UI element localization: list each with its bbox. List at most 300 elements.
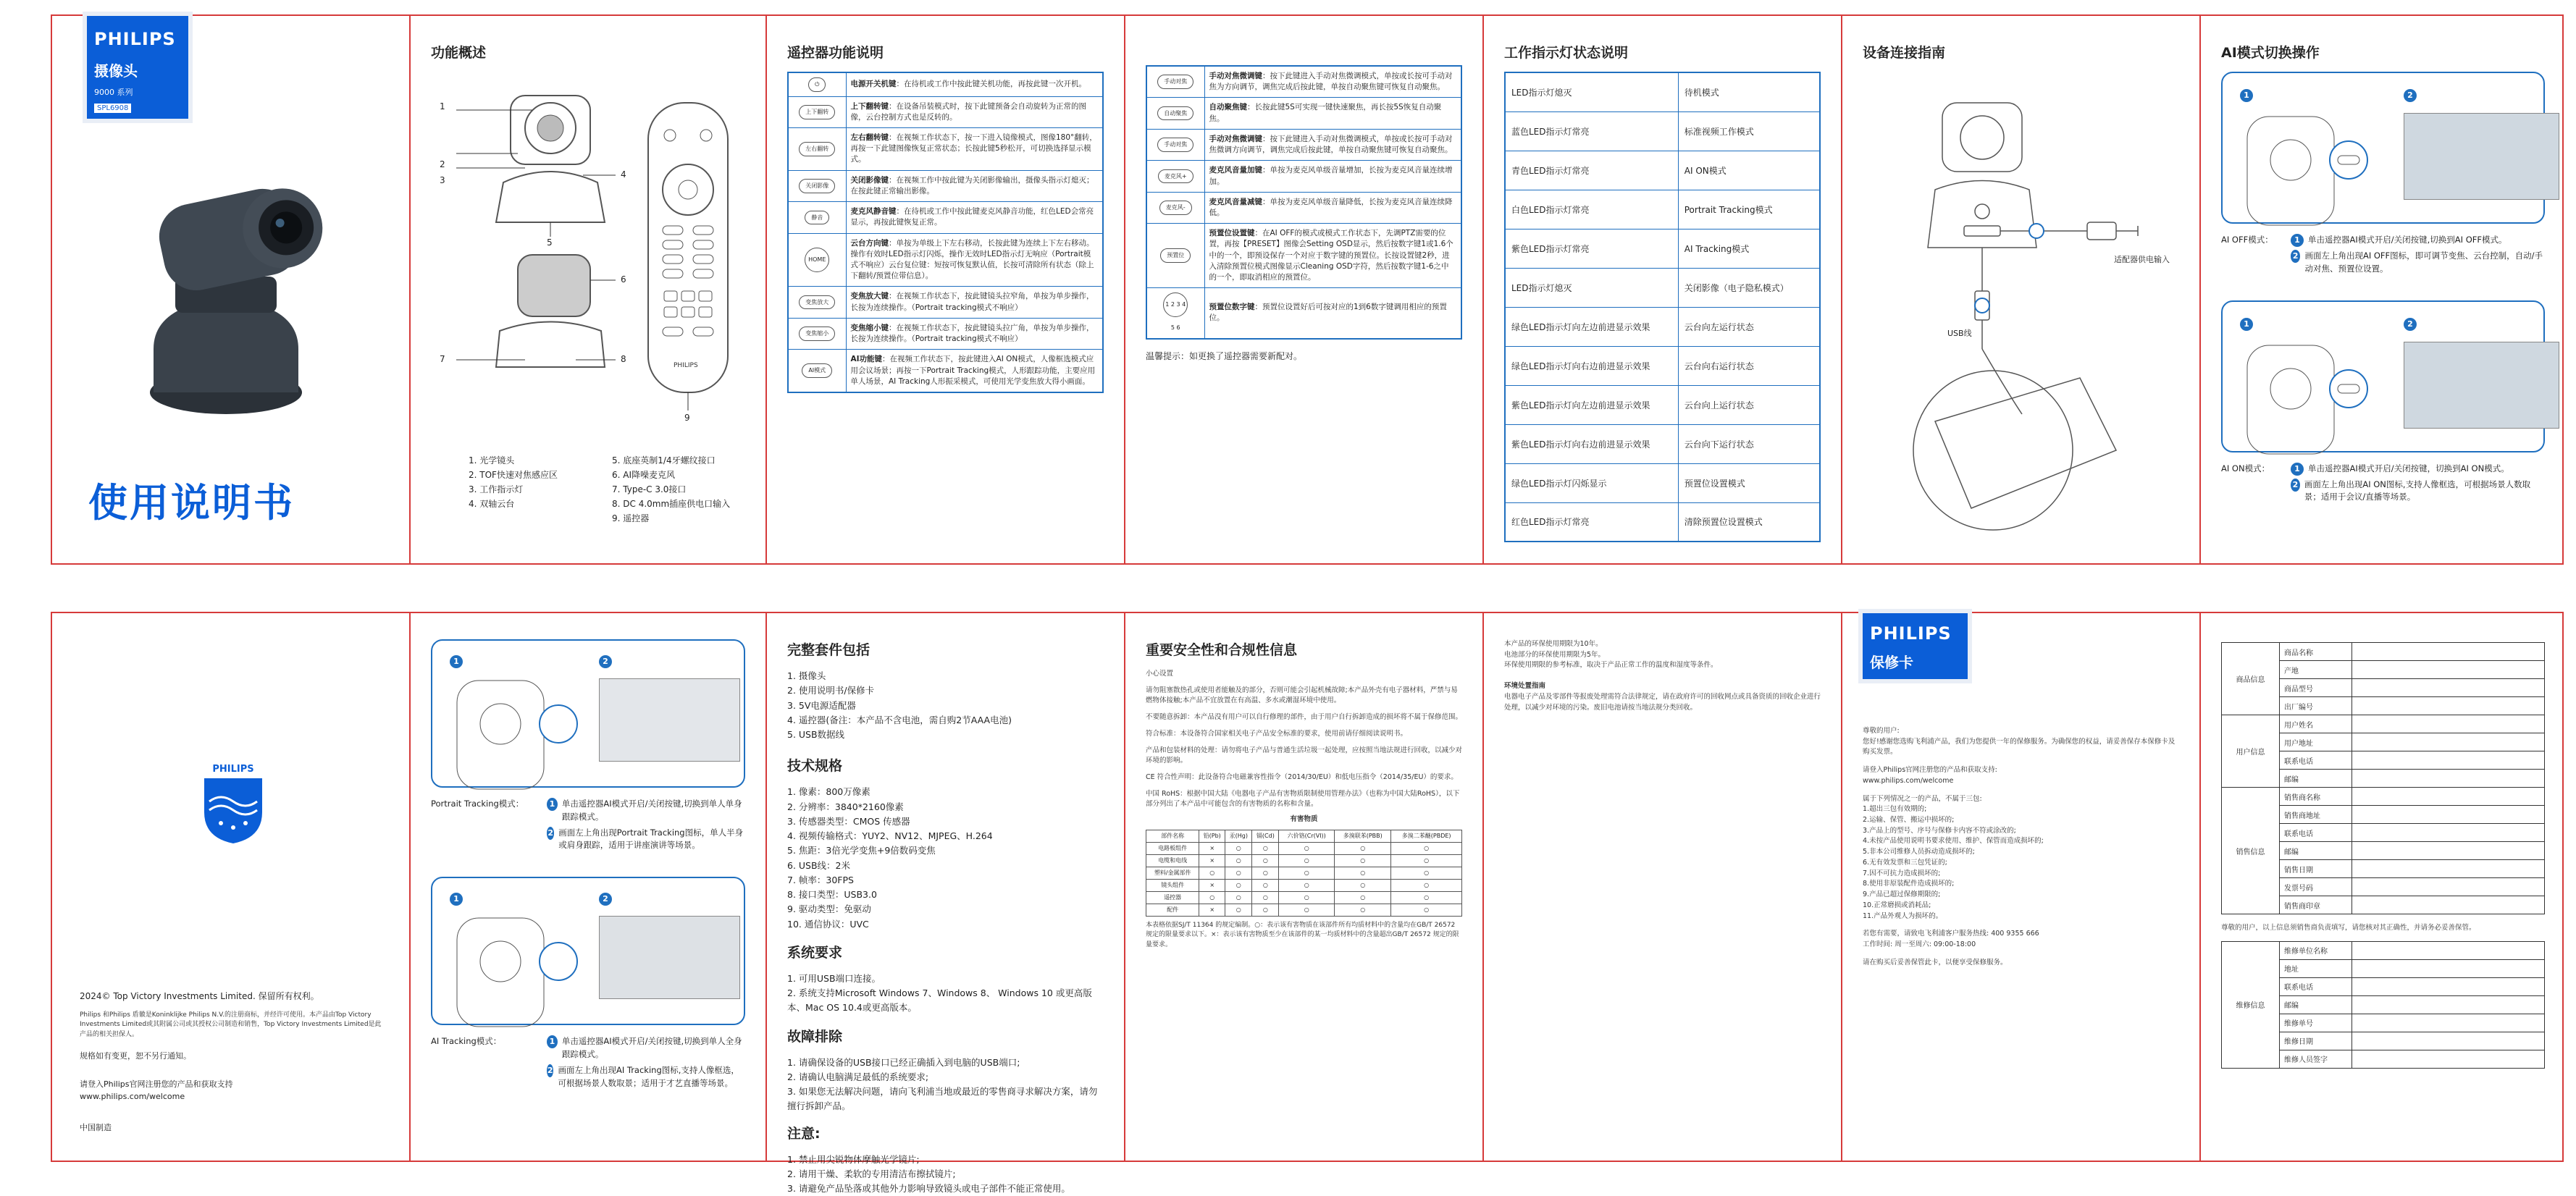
card-row <box>2222 941 2545 959</box>
remote-description-cell <box>1204 161 1461 192</box>
remote-button-cell <box>1146 98 1204 129</box>
env-line: 本产品的环保使用期限为10年。 <box>1504 639 1821 650</box>
remote-button-cell <box>1146 66 1204 98</box>
card-field-label: 销售日期 <box>2280 860 2352 878</box>
remote-description-cell <box>846 233 1103 287</box>
remote-button-cell <box>788 128 846 171</box>
card-field-value[interactable] <box>2352 770 2545 788</box>
hazard-cell: × <box>1199 842 1225 854</box>
card-field-value[interactable] <box>2352 896 2545 914</box>
portrait-step-2: 画面左上角出现Portrait Tracking图标，单人半身或肩身跟踪，适用于讲座演讲等场景。 <box>558 827 745 853</box>
remote-function-name: 电源开关机键 <box>851 80 897 88</box>
hazard-cell: ○ <box>1391 842 1462 854</box>
remote-function-name: 麦克风音量加键 <box>1209 166 1263 174</box>
remote-row <box>788 318 1103 349</box>
remote-description-cell <box>846 318 1103 349</box>
spec-item: 1. 像素：800万像素 <box>787 785 1104 799</box>
hazard-cell: ○ <box>1391 867 1462 879</box>
led-row <box>1505 385 1820 424</box>
bottom-sheet <box>51 612 2564 1162</box>
ai-on-label: AI ON模式： <box>2221 463 2291 508</box>
spec-item: 2. 分辨率：3840*2160像素 <box>787 800 1104 814</box>
remote-function-name: 自动聚焦键 <box>1209 103 1248 111</box>
card-row <box>2222 788 2545 806</box>
warranty-exclusion: 2.运输、保管、搬运中损坏的; <box>1863 815 2179 826</box>
hazard-cell: 电路板组件 <box>1146 842 1199 854</box>
fault-items <box>787 1056 1104 1114</box>
website-label: 请登入Philips官网注册您的产品和获取支持 <box>80 1078 384 1090</box>
led-meaning: 云台向上运行状态 <box>1678 385 1820 424</box>
remote-pairing-note: 温馨提示：如更换了遥控器需要新配对。 <box>1146 350 1462 363</box>
led-state: 紫色LED指示灯向左边前进显示效果 <box>1505 385 1678 424</box>
warranty-greeting: 尊敬的用户: <box>1863 726 2179 737</box>
feature-item: 1. 光学镜头 <box>469 454 600 466</box>
spec-change-notice: 规格如有变更，恕不另行通知。 <box>80 1050 384 1062</box>
shield-brand: PHILIPS <box>198 764 268 775</box>
card-field-value[interactable] <box>2352 941 2545 959</box>
card-field-value[interactable] <box>2352 697 2545 715</box>
card-field-label: 商品名称 <box>2280 643 2352 661</box>
feature-list <box>469 454 744 524</box>
led-status-panel <box>1484 16 1842 563</box>
spec-heading: 技术规格 <box>787 755 1104 775</box>
portrait-step-1: 单击遥控器AI模式开启/关闭按键,切换到单人单身跟踪模式。 <box>562 798 745 824</box>
callout-2: 2 <box>440 159 445 169</box>
spec-item: 8. 接口类型：USB3.0 <box>787 888 1104 902</box>
brand-logo: PHILIPS <box>94 29 181 49</box>
warranty-url[interactable]: www.philips.com/welcome <box>1863 776 2179 787</box>
warranty-body <box>1863 726 2179 968</box>
remote-function-desc: ：在设备吊装模式时，按下此键预备会自动旋转为正常的图像，云台控制方式也是反转的。 <box>851 102 1087 122</box>
hazard-cell: ○ <box>1335 904 1391 916</box>
env-line: 环保使用期限的参考标准，取决于产品正常工作的温度和湿度等条件。 <box>1504 660 1821 671</box>
card-field-value[interactable] <box>2352 715 2545 733</box>
remote-function-name: 上下翻转键 <box>851 102 889 111</box>
remote-function-name: 手动对焦微调键 <box>1209 72 1263 80</box>
hazard-cell: ○ <box>1279 842 1335 854</box>
hazard-cell: ○ <box>1279 904 1335 916</box>
card-field-value[interactable] <box>2352 860 2545 878</box>
remote-row <box>788 170 1103 201</box>
safety-paragraph: 符合标准：本设备符合国家相关电子产品安全标准的要求，使用前请仔细阅读说明书。 <box>1146 729 1462 740</box>
card-field-label: 维修人员签字 <box>2280 1050 2352 1068</box>
spec-item: 5. 焦距：3倍光学变焦+9倍数码变焦 <box>787 843 1104 858</box>
remote-description-cell <box>846 128 1103 171</box>
fault-item: 2. 请确认电脑满足最低的系统要求; <box>787 1070 1104 1085</box>
warranty-panel <box>1842 613 2201 1161</box>
remote-button-cell <box>1146 192 1204 223</box>
overview-panel <box>411 16 767 563</box>
hazard-cell: ○ <box>1279 867 1335 879</box>
warranty-exclusions <box>1863 804 2179 922</box>
card-group-label: 商品信息 <box>2222 643 2280 715</box>
remote-button-cell <box>1146 129 1204 160</box>
package-item: 2. 使用说明书/保修卡 <box>787 683 1104 698</box>
warranty-card-panel <box>2201 613 2565 1161</box>
led-row <box>1505 307 1820 346</box>
warranty-exclusion: 4.未按产品使用说明书要求使用、维护、保管而造成损坏的; <box>1863 836 2179 847</box>
website-url[interactable]: www.philips.com/welcome <box>80 1090 384 1103</box>
led-state: 紫色LED指示灯向右边前进显示效果 <box>1505 424 1678 463</box>
led-row <box>1505 268 1820 307</box>
led-row <box>1505 151 1820 190</box>
card-field-value[interactable] <box>2352 1014 2545 1032</box>
led-row <box>1505 229 1820 268</box>
remote-description-cell <box>1204 66 1461 98</box>
hazard-header: 六价铬(Cr(VI)) <box>1279 830 1335 842</box>
remote-function-name: 左右翻转键 <box>851 133 889 142</box>
remote-description-cell <box>1204 129 1461 160</box>
remote-function-name: 变焦缩小键 <box>851 324 889 332</box>
hazard-cell: 配件 <box>1146 904 1199 916</box>
remote-row <box>1146 288 1461 339</box>
remote-description-cell <box>1204 192 1461 223</box>
remote-button-icon: 自动聚焦 <box>1157 106 1193 121</box>
card-field-value[interactable] <box>2352 1050 2545 1068</box>
led-row <box>1505 190 1820 229</box>
hazard-cell: ○ <box>1279 891 1335 904</box>
spec-item: 4. 视频传输格式：YUY2、NV12、MJPEG、H.264 <box>787 829 1104 843</box>
ai-on-card <box>2221 300 2545 452</box>
spec-item: 9. 驱动类型：免驱动 <box>787 902 1104 917</box>
remote-row <box>788 350 1103 392</box>
connection-diagram <box>1863 74 2181 537</box>
usb-label: USB线 <box>1947 327 1972 339</box>
remote-button-icon: ⏻ <box>808 77 826 92</box>
warranty-footer: 请在购买后妥善保管此卡，以便享受保修服务。 <box>1863 958 2179 969</box>
warranty-register: 请登入Philips官网注册您的产品和获取支持: <box>1863 765 2179 776</box>
feature-item: 2. TOF快速对焦感应区 <box>469 468 600 481</box>
warranty-exclusion: 11.产品外观人为损坏的。 <box>1863 911 2179 922</box>
hazard-cell: 镜头组件 <box>1146 879 1199 891</box>
remote-description-cell <box>846 287 1103 318</box>
camera-illustration <box>146 182 313 421</box>
warranty-exclusion: 5.非本公司维修人员拆动造成损坏的; <box>1863 847 2179 858</box>
ai-off-step-2: 画面左上角出现AI OFF图标，即可调节变焦、云台控制，自动/手动对焦、预置位设置。 <box>2304 250 2545 276</box>
portrait-tracking-card <box>431 639 745 788</box>
card-field-value[interactable] <box>2352 806 2545 824</box>
package-item: 1. 摄像头 <box>787 669 1104 683</box>
remote-function-desc: ：在视频工作状态下，按此键镜头拉窄角，单按为单步操作，长按为连续操作。（Portrait tracking模式不响应） <box>851 292 1094 311</box>
product-series: 9000 系列 <box>94 86 181 98</box>
remote-button-cell <box>788 318 846 349</box>
hazard-cell: ○ <box>1252 854 1279 867</box>
card-field-label: 销售商印章 <box>2280 896 2352 914</box>
remote-row <box>1146 192 1461 223</box>
remote-description-cell <box>1204 288 1461 339</box>
remote-row <box>788 233 1103 287</box>
remote-button-icon: 麦克风- <box>1159 201 1192 215</box>
hazard-cell: 塑料/金属部件 <box>1146 867 1199 879</box>
warranty-exclusion: 8.使用非原装配件造成损坏的; <box>1863 879 2179 890</box>
card-row <box>2222 715 2545 733</box>
hazard-cell: × <box>1199 879 1225 891</box>
callout-9: 9 <box>684 413 690 423</box>
ai-tracking-card <box>431 877 745 1025</box>
step-1-badge: 1 <box>2240 318 2253 331</box>
remote-row <box>788 128 1103 171</box>
callout-8: 8 <box>621 354 626 364</box>
hazard-cell: 遥控器 <box>1146 891 1199 904</box>
presenter-screen <box>599 678 740 762</box>
hazard-cell: × <box>1199 854 1225 867</box>
hazard-cell: × <box>1199 904 1225 916</box>
led-meaning: AI Tracking模式 <box>1678 229 1820 268</box>
remote-description-cell <box>846 202 1103 233</box>
spec-items <box>787 785 1104 932</box>
remote-function-table-2 <box>1146 65 1462 340</box>
safety-heading: 重要安全性和合规性信息 <box>1146 639 1462 659</box>
hazard-row <box>1146 891 1462 904</box>
feature-item: 6. AI降噪麦克风 <box>612 468 744 481</box>
callout-3: 3 <box>440 175 445 185</box>
remote-button-cell <box>1146 288 1204 339</box>
led-state: 绿色LED指示灯向左边前进显示效果 <box>1505 307 1678 346</box>
card-field-value[interactable] <box>2352 824 2545 842</box>
led-meaning: 关闭影像（电子隐私模式） <box>1678 268 1820 307</box>
sys-item: 2. 系统支持Microsoft Windows 7、Windows 8、 Windows 10 或更高版本、Mac OS 10.4或更高版本。 <box>787 986 1104 1016</box>
card-field-value[interactable] <box>2352 679 2545 697</box>
hazard-cell: ○ <box>1335 879 1391 891</box>
warranty-card-info-table <box>2221 642 2545 914</box>
hazard-row <box>1146 854 1462 867</box>
remote-function-desc: ：长按此键5S可实现一键快速聚焦，再长按5S恢复自动聚焦。 <box>1209 103 1442 122</box>
remote-function-desc: ：在AI OFF的模式或模式工作状态下，先调PTZ需要的位置，再按【PRESET】图像会Setting OSD显示，然后按数字键1或1.6个中的一个，即预设保存一个对应于数字键的预置位。长按设置键2秒，进入清除预置位模式图像显示Cleaning OSD字符，然后按数字键1-6之中的一个，即取消相应的预置位。 <box>1209 229 1453 282</box>
ai-on-step-2: 画面左上角出现AI ON图标,支持人像框选，可根据场景人数取景；适用于会议/直播等场景。 <box>2304 479 2545 505</box>
led-state: 青色LED指示灯常亮 <box>1505 151 1678 190</box>
warranty-exclusion: 3.产品上的型号、序号与保修卡内容不符或涂改的; <box>1863 826 2179 837</box>
hazard-cell: ○ <box>1252 891 1279 904</box>
connection-heading: 设备连接指南 <box>1863 42 2179 62</box>
led-state: LED指示灯熄灭 <box>1505 268 1678 307</box>
product-diagram <box>431 81 750 443</box>
card-field-value[interactable] <box>2352 995 2545 1014</box>
note-items <box>787 1153 1104 1196</box>
safety-paragraph: 不要随意拆卸：本产品没有用户可以自行修理的部件，由于用户自行拆卸造成的损坏将不属于保修范围。 <box>1146 712 1462 723</box>
remote-button-icon: 手动对焦 <box>1157 138 1193 152</box>
env-paragraph: 电器电子产品及零部件等报废处理需符合法律规定，请在政府许可的回收网点或具备资质的回收企业进行处理，以减少对环境的污染。废旧电池请按当地法规分类回收。 <box>1504 692 1821 713</box>
package-heading: 完整套件包括 <box>787 639 1104 659</box>
cover-panel <box>52 16 411 563</box>
remote-function-desc: ：按下此键进入手动对焦微调模式，单按或长按可手动对焦微调方向调节，调焦完成后按此键，单按自动聚焦键可恢复自动聚焦。 <box>1209 135 1453 154</box>
remote-function-desc: ：在待机或工作中按此键麦克风静音功能，红色LED会常亮显示，再按此键恢复正常。 <box>851 207 1094 227</box>
card-group-label: 销售信息 <box>2222 788 2280 914</box>
feature-item: 9. 遥控器 <box>612 512 744 524</box>
led-row <box>1505 463 1820 502</box>
remote-function-desc: ：在视频工作状态下，按一下进入镜像模式，图像180°翻转，再按一下此键图像恢复正常状态；长按此键5秒松开，可切换选择显示模式。 <box>851 133 1097 164</box>
sys-heading: 系统要求 <box>787 942 1104 961</box>
manual-title: 使用说明书 <box>88 472 295 528</box>
remote-row <box>788 202 1103 233</box>
card-field-value[interactable] <box>2352 1032 2545 1050</box>
safety-paragraph: 请勿阻塞散热孔或使用者能触及的部分，否则可能会引起机械故障;本产品外壳有电子器材料，严禁与易燃物体接触;本产品不宜放置在有高温、多水或潮湿环境中使用。 <box>1146 686 1462 707</box>
led-meaning: Portrait Tracking模式 <box>1678 190 1820 229</box>
back-cover-panel <box>52 613 411 1161</box>
card-group-label: 用户信息 <box>2222 715 2280 788</box>
remote-function-name: 预置位数字键 <box>1209 303 1255 311</box>
card-field-value[interactable] <box>2352 788 2545 806</box>
remote-function-table <box>787 72 1104 393</box>
callout-6: 6 <box>621 274 626 285</box>
hazard-header: 铅(Pb) <box>1199 830 1225 842</box>
card-field-value[interactable] <box>2352 643 2545 661</box>
feature-item <box>469 512 600 524</box>
remote-closeup-icon <box>2240 338 2385 439</box>
ai-mode-heading: AI模式切换操作 <box>2221 42 2545 62</box>
card-field-value[interactable] <box>2352 842 2545 860</box>
meeting-room-screen <box>2404 113 2559 200</box>
card-field-label: 用户地址 <box>2280 733 2352 751</box>
note-item: 3. 请避免产品坠落或其他外力影响导致镜头或电子部件不能正常使用。 <box>787 1182 1104 1196</box>
note-item: 1. 禁止用尖锐物体摩触光学镜片; <box>787 1153 1104 1167</box>
package-item: 5. USB数据线 <box>787 728 1104 742</box>
remote-function-desc: ：单按为单级上下左右移动，长按此键为连续上下左右移动。操作有效时LED指示灯闪烁，操作无效时LED指示灯无响应（Portrait模式不响应）云台复位键：短按可恢复默认值，长按可清除所有状态（除上下翻转/预置位带信息）。 <box>851 239 1094 281</box>
ai-off-step-1: 单击遥控器AI模式开启/关闭按键,切换到AI OFF模式。 <box>2308 234 2506 247</box>
connection-panel <box>1842 16 2201 563</box>
remote-description-cell <box>846 72 1103 96</box>
hazard-row <box>1146 867 1462 879</box>
remote-button-icon: 关闭影像 <box>799 179 835 193</box>
warranty-logo-box <box>1863 613 1968 679</box>
card-field-label: 邮编 <box>2280 842 2352 860</box>
hazard-cell: ○ <box>1391 854 1462 867</box>
hazard-cell: ○ <box>1225 879 1252 891</box>
hazard-cell: ○ <box>1225 842 1252 854</box>
hazard-cell: ○ <box>1225 854 1252 867</box>
warranty-card-repair-table <box>2221 941 2545 1069</box>
remote-function-desc: ：在视频工作状态下，按此键进入AI ON模式，人像框选模式应用会议场景；再按一下Portrait Tracking模式，人形跟踪功能，主要应用单人场景，AI Tracking人形振采模式，可使用光学变焦放大得小画面。 <box>851 355 1096 385</box>
step-1-badge: 1 <box>2240 89 2253 102</box>
led-meaning: 预置位设置模式 <box>1678 463 1820 502</box>
feature-item: 8. DC 4.0mm插座供电口输入 <box>612 497 744 510</box>
remote-button-icon: 手动对焦 <box>1157 75 1193 89</box>
safety-paragraph: CE 符合性声明：此设备符合电磁兼容性指令（2014/30/EU）和低电压指令（2014/35/EU）的要求。 <box>1146 772 1462 783</box>
remote-function-name: 手动对焦微调键 <box>1209 135 1263 143</box>
hazard-cell: ○ <box>1199 891 1225 904</box>
hazard-header: 多溴二苯醚(PBDE) <box>1391 830 1462 842</box>
hazard-cell: ○ <box>1391 891 1462 904</box>
feature-item: 5. 底座英制1/4牙螺纹接口 <box>612 454 744 466</box>
ai-tracking-description: AI Tracking模式： 1 单击遥控器AI模式开启/关闭按键,切换到单人全身跟踪模式。 2 画面左上角出现AI Tracking图标,支持人像框选，可根据场景人数取景；适用于才艺直播等场景。 <box>431 1035 745 1092</box>
remote-description-cell <box>1204 98 1461 129</box>
spec-item: 3. 传感器类型：CMOS 传感器 <box>787 814 1104 829</box>
ai-off-card <box>2221 72 2545 224</box>
meeting-room-screen <box>2404 342 2559 429</box>
card-field-label: 联系电话 <box>2280 751 2352 770</box>
remote-function-desc: ：单按为麦克风单级音量降低，长按为麦克风音量连续降低。 <box>1209 198 1453 217</box>
card-field-value[interactable] <box>2352 733 2545 751</box>
remote-button-cell <box>788 170 846 201</box>
card-field-value[interactable] <box>2352 959 2545 977</box>
led-row <box>1505 424 1820 463</box>
made-in: 中国制造 <box>80 1121 384 1134</box>
product-model: SPL6908 <box>94 104 131 113</box>
ai-tracking-label: AI Tracking模式： <box>431 1035 547 1092</box>
hazard-footnote: 本表格依据SJ/T 11364 的规定编制。○：表示该有害物质在该部件所有均质材料中的含量均在GB/T 26572 规定的限量要求以下。×：表示该有害物质至少在该部件的某一均质材料中的含量超出GB/T 26572 规定的限量要求。 <box>1146 921 1462 951</box>
card-field-value[interactable] <box>2352 977 2545 995</box>
safety-paragraph: 产品和包装材料的处理：请勿将电子产品与普通生活垃圾一起处理，应按照当地法规进行回收，以减少对环境的影响。 <box>1146 746 1462 767</box>
hazard-header: 多溴联苯(PBB) <box>1335 830 1391 842</box>
remote-functions-panel-1 <box>767 16 1125 563</box>
card-field-label: 邮编 <box>2280 995 2352 1014</box>
hazard-cell: ○ <box>1279 854 1335 867</box>
warranty-hours: 工作时间: 周一至周六: 09:00-18:00 <box>1863 940 2179 951</box>
remote-function-name: 预置位设置键 <box>1209 229 1255 237</box>
hazard-cell: ○ <box>1335 842 1391 854</box>
legal-text: Philips 和Philips 盾徽是Koninklijke Philips N.V.的注册商标，并经许可使用。本产品由Top Victory Investments Limited或其附属公司或其授权公司制造和销售，Top Victory Investments Limited是此产品的相关担保人。 <box>80 1011 384 1040</box>
remote-button-icon: AI模式 <box>802 363 832 378</box>
ai-off-label: AI OFF模式： <box>2221 234 2291 279</box>
led-row <box>1505 346 1820 385</box>
led-state: 紫色LED指示灯常亮 <box>1505 229 1678 268</box>
led-state: 绿色LED指示灯向右边前进显示效果 <box>1505 346 1678 385</box>
remote-row <box>1146 224 1461 288</box>
hazard-cell: ○ <box>1335 867 1391 879</box>
remote-functions-panel-2 <box>1125 16 1484 563</box>
remote-row <box>788 72 1103 96</box>
remote-button-icon: 变焦放大 <box>799 295 835 310</box>
hazard-row <box>1146 879 1462 891</box>
remote-closeup-icon <box>2240 109 2385 211</box>
remote-function-name: AI功能键 <box>851 355 883 363</box>
warranty-exclusion: 7.因不可抗力造成损坏的; <box>1863 869 2179 880</box>
ai-on-step-1: 单击遥控器AI模式开启/关闭按键，切换到AI ON模式。 <box>2308 463 2509 476</box>
env-line: 电池部分的环保使用期限为5年。 <box>1504 650 1821 661</box>
warranty-exclusion: 9.产品已超过保修期限的; <box>1863 890 2179 901</box>
card-field-label: 发票号码 <box>2280 878 2352 896</box>
spec-item: 6. USB线：2米 <box>787 859 1104 873</box>
led-state: 白色LED指示灯常亮 <box>1505 190 1678 229</box>
callout-4: 4 <box>621 169 626 180</box>
ai-tracking-step-2: 画面左上角出现AI Tracking图标,支持人像框选，可根据场景人数取景；适用于才艺直播等场景。 <box>558 1064 745 1090</box>
hazard-header: 部件名称 <box>1146 830 1199 842</box>
fault-item: 3. 如果您无法解决问题，请向飞利浦当地或最近的零售商寻求解决方案，请勿擅行拆卸产品。 <box>787 1085 1104 1114</box>
remote-button-cell <box>788 287 846 318</box>
hazard-cell: ○ <box>1199 867 1225 879</box>
remote-button-cell <box>788 96 846 127</box>
hazard-cell: ○ <box>1391 879 1462 891</box>
hazard-cell: ○ <box>1252 867 1279 879</box>
led-state: 绿色LED指示灯闪烁显示 <box>1505 463 1678 502</box>
portrait-tracking-description: Portrait Tracking模式： 1 单击遥控器AI模式开启/关闭按键,切换到单人单身跟踪模式。 2 画面左上角出现Portrait Tracking图标，单人半身或肩身跟踪，适用于讲座演讲等场景。 <box>431 798 745 855</box>
warranty-hotline: 若您有需要，请致电飞利浦客户服务热线: 400 9355 666 <box>1863 929 2179 940</box>
led-row <box>1505 111 1820 151</box>
adapter-label: 适配器供电输入 <box>2114 253 2170 265</box>
hazard-table-title: 有害物质 <box>1146 814 1462 825</box>
card-field-value[interactable] <box>2352 751 2545 770</box>
sys-items <box>787 972 1104 1016</box>
brand-logo-box <box>87 16 188 119</box>
hazard-header: 镉(Cd) <box>1252 830 1279 842</box>
card-field-label: 用户姓名 <box>2280 715 2352 733</box>
card-field-label: 销售商地址 <box>2280 806 2352 824</box>
step-1-badge: 1 <box>450 655 463 668</box>
card-group-label: 维修信息 <box>2222 941 2280 1068</box>
card-field-value[interactable] <box>2352 878 2545 896</box>
card-field-label: 维修单号 <box>2280 1014 2352 1032</box>
portrait-tracking-label: Portrait Tracking模式： <box>431 798 547 855</box>
package-specs-panel <box>767 613 1125 1161</box>
card-field-label: 产地 <box>2280 661 2352 679</box>
warranty-exclusion: 10.正常磨损或消耗品; <box>1863 901 2179 911</box>
remote-function-desc: ：在待机或工作中按此键关机功能，再按此键一次开机。 <box>897 80 1087 88</box>
remote-button-cell <box>1146 161 1204 192</box>
warranty-exclusions-title: 属于下列情况之一的产品，不属于三包: <box>1863 794 2179 805</box>
ai-off-description: AI OFF模式： 1 单击遥控器AI模式开启/关闭按键,切换到AI OFF模式。 2 画面左上角出现AI OFF图标，即可调节变焦、云台控制，自动/手动对焦、预置位设置。 <box>2221 234 2545 279</box>
card-field-value[interactable] <box>2352 661 2545 679</box>
package-item: 3. 5V电源适配器 <box>787 699 1104 713</box>
environment-panel <box>1484 613 1842 1161</box>
